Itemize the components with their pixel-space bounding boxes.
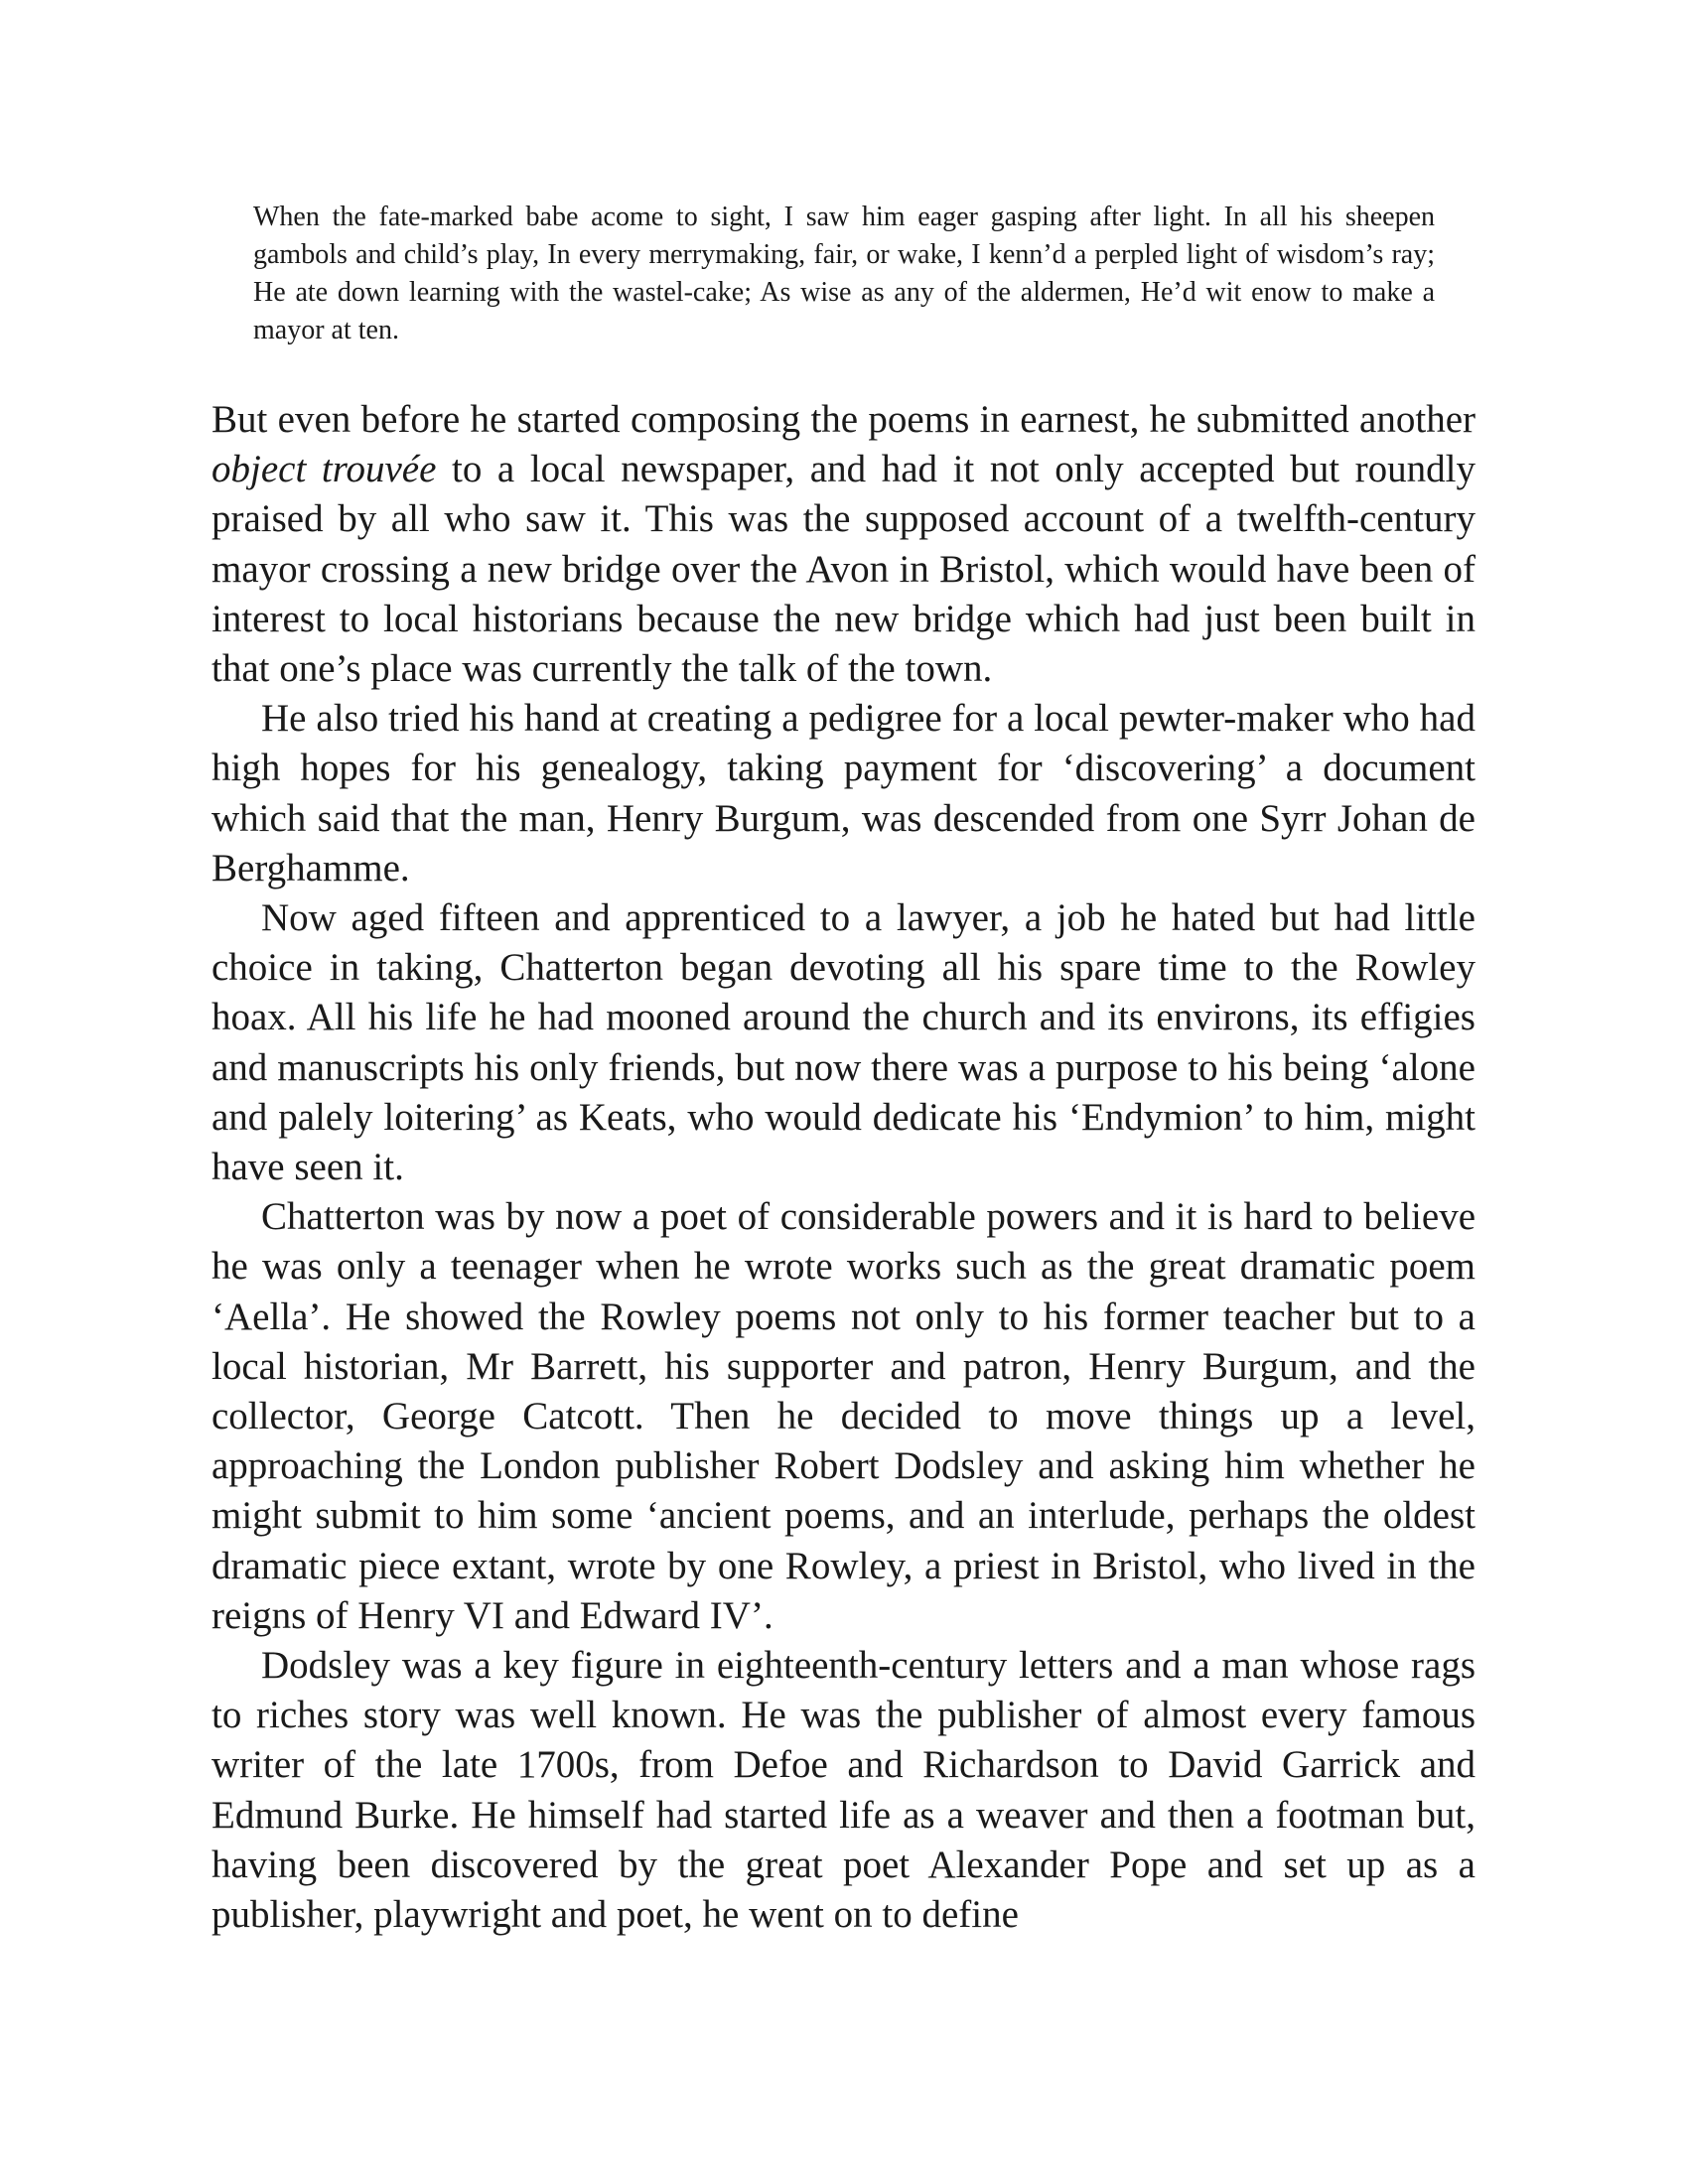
epigraph-verse: When the fate-marked babe acome to sight, I saw him eager gasping after light. In all his sheepen gambols and child’s play, In every merrymaking, fair, or wake, I kenn’d a perpled light of wisdom’s ray; He ate down learning with the wastel-cake; As wise as any of the aldermen, He’d wit enow to make a mayor at ten. xyxy=(253,202,1435,345)
paragraph-4: Chatterton was by now a poet of considerable powers and it is hard to believe he was only a teenager when he wrote works such as the great dramatic poem ‘Aella’. He showed the Rowley poems not only to his former teacher but to a local historian, Mr Barrett, his supporter and patron, Henry Burgum, and the collector, George Catcott. Then he decided to move things up a level, approaching the London publisher Robert Dodsley and asking him whether he might submit to him some ‘ancient poems, and an interlude, perhaps the oldest dramatic piece extant, wrote by one Rowley, a priest in Bristol, who lived in the reigns of Henry VI and Edward IV’. xyxy=(211,1195,1476,1637)
paragraph-1-text-b: to a local newspaper, and had it not only accepted but roundly praised by all who saw it. This was the supposed account of a twelfth-century mayor crossing a new bridge over the Avon in Bristol, which would have been of interest to local historians because the new bridge which had just been built in that one’s place was currently the talk of the town. xyxy=(211,448,1476,691)
paragraph-1-text-a: But even before he started composing the poems in earnest, he submitted another xyxy=(211,398,1476,441)
paragraph-5: Dodsley was a key figure in eighteenth-century letters and a man whose rags to riches story was well known. He was the publisher of almost every famous writer of the late 1700s, from Defoe and Richardson to David Garrick and Edmund Burke. He himself had started life as a weaver and then a footman but, having been discovered by the great poet Alexander Pope and set up as a publisher, playwright and poet, he went on to define xyxy=(211,1644,1476,1937)
paragraph-1-italic-phrase: object trouvée xyxy=(211,448,437,491)
body-text xyxy=(211,395,1476,1940)
paragraph-2: He also tried his hand at creating a pedigree for a local pewter-maker who had high hopes for his genealogy, taking payment for ‘discovering’ a document which said that the man, Henry Burgum, was descended from one Syrr Johan de Berghamme. xyxy=(211,697,1476,889)
paragraph-1 xyxy=(211,395,1476,694)
paragraph-3: Now aged fifteen and apprenticed to a lawyer, a job he hated but had little choice in taking, Chatterton began devoting all his spare time to the Rowley hoax. All his life he had mooned around the church and its environs, its effigies and manuscripts his only friends, but now there was a purpose to his being ‘alone and palely loitering’ as Keats, who would dedicate his ‘Endymion’ to him, might have seen it. xyxy=(211,896,1476,1189)
